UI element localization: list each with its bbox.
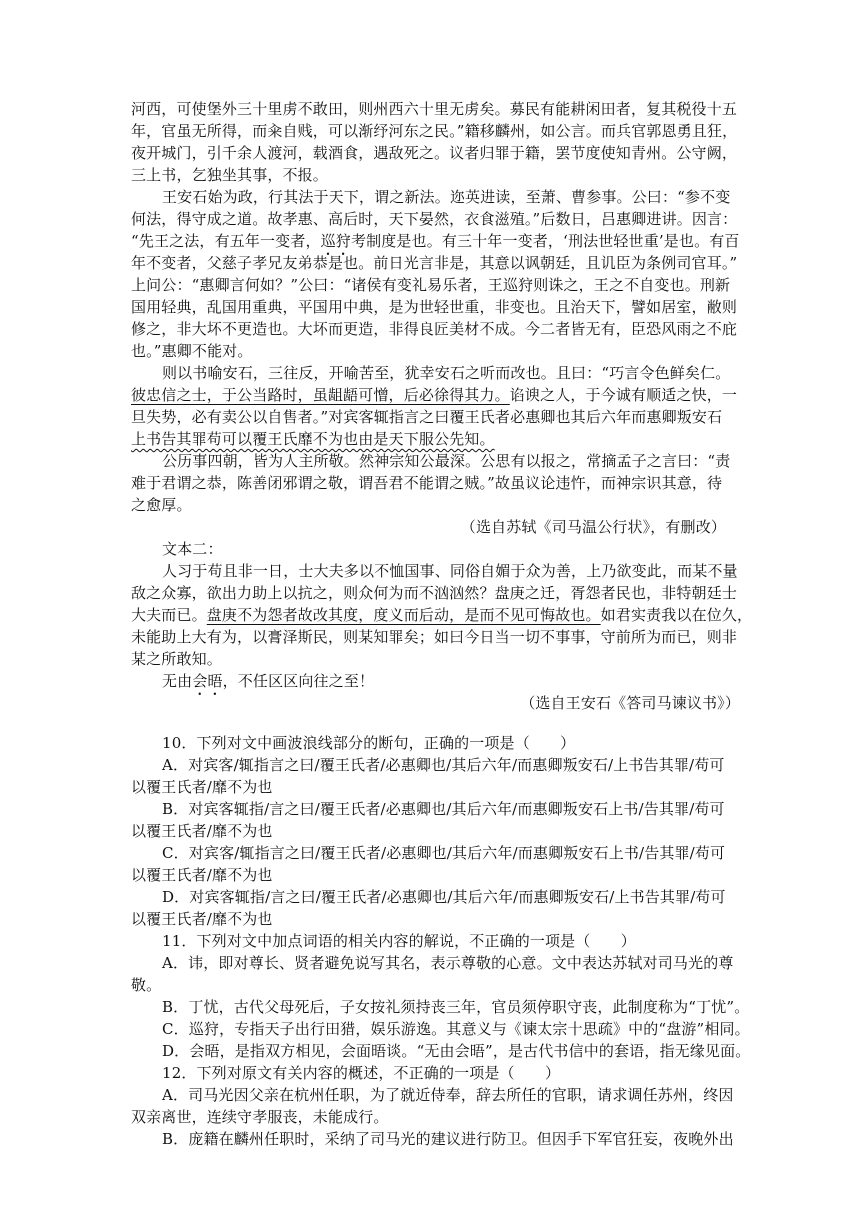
text2-line-5: 某之所敢知。 [131,650,222,668]
spacer [131,714,740,732]
text2-line-6 [131,670,740,692]
text1-line-2: 年，官虽无所得，而籴自贱，可以渐纾河东之民。”籍移麟州，如公言。而兵官郭恩勇且狂， [131,122,738,140]
text1-p2-line-3-b: 考制度是也。有三十年一变者，‘刑法世轻世重’是也。有百 [350,232,740,250]
q11-option-a-cont: 敬。 [131,976,162,994]
text1-p3-line-2-b: 谄谀之人，于今诚有顺适之快，一 [509,386,738,404]
text1-p4-line-3: 之愈厚。 [131,496,192,514]
text1-p3-line-1: 则以书喻安石，三往反，开喻苦至，犹幸安石之听而改也。且曰：“巧言令色鲜矣仁。 [162,364,731,382]
text2-line-3-a: 大夫而已。 [131,606,207,624]
text1-p4-line-1: 公历事四朝，皆为人主所敬。然神宗知公最深。公思有以报之，常摘孟子之言曰：“责 [162,452,731,470]
text1-p2-line-7: 修之，非大坏不更造也。大坏而更造，非得良匠美材不成。今二者皆无有，臣恐风雨之不庇 [131,320,738,338]
q10-option-c: C．对宾客/辄指言之曰/覆王氏者/必惠卿也/其后六年/而惠卿叛安石上书/告其罪/苟可 [162,844,726,862]
text2-line-3-b: 如君实责我以在位久， [600,606,753,624]
text1-p2-line-6: 国用轻典，乱国用重典，平国用中典，是为世轻世重，非变也。且治天下，譬如居室，敝则 [131,298,738,316]
text1-line-4: 三上书，乞独坐其事，不报。 [131,166,328,184]
text1-p2-line-2: 何法，得守成之道。故孝惠、高后时，天下晏然，衣食滋殖。”后数日，吕惠卿进讲。因言： [131,210,738,228]
wavy-underlined-passage: 上书告其罪苟可以覆王氏靡不为也由是天下服公先知。 [131,430,495,448]
q10-stem: 10．下列对文中画波浪线部分的断句，正确的一项是（ ） [162,734,576,752]
q10-option-a-cont: 以覆王氏者/靡不为也 [131,778,273,796]
q10-option-d-cont: 以覆王氏者/靡不为也 [131,910,273,928]
text1-p3-line-3-text: 旦失势，必有卖公以自售者。”对宾客辄指言之曰覆王氏者必惠卿也其后六年而惠卿叛安石 [131,408,723,426]
q12-option-a: A．司马光因父亲在杭州任职，为了就近侍奉，辞去所任的官职，请求调任苏州，终因 [162,1086,734,1104]
q11-option-c: C．巡狩，专指天子出行田猎，娱乐游逸。其意义与《谏太宗十思疏》中的“盘游”相同。 [162,1020,750,1038]
text1-p2-line-3-a: “先王之法，有五年一变者， [131,232,321,250]
text2-line-1: 人习于苟且非一日，士大夫多以不恤国事、同俗自媚于众为善，上乃欲变此，而某不量 [162,562,738,580]
text1-p3-line-4 [131,428,740,450]
q11-option-a: A．讳，即对尊长、贤者避免说写其名，表示尊敬的心意。文中表达苏轼对司马光的尊 [162,954,734,972]
text1-p2-line-4: 年不变者，父慈子孝兄友弟恭是也。前日光言非是，其意以讽朝廷，且讥臣为条例司官耳。” [131,254,738,272]
text1-p4-line-2: 难于君谓之恭，陈善闭邪谓之敬，谓吾君不能谓之贼。”故虽议论违忤，而神宗识其意，待 [131,474,723,492]
q10-option-a: A．对宾客/辄指言之曰/覆王氏者/必惠卿也/其后六年/而惠卿叛安石/上书告其罪/苟可 [162,756,725,774]
q10-option-c-cont: 以覆王氏者/靡不为也 [131,866,273,884]
text2-line-6-a: 无由 [162,672,193,690]
text2-line-6-b: ，不任区区向往之至！ [222,672,375,690]
text1-p2-line-3 [131,230,740,252]
q11-stem: 11．下列对文中加点词语的相关内容的解说，不正确的一项是（ ） [162,932,636,950]
q12-stem: 12．下列对原文有关内容的概述，不正确的一项是（ ） [162,1064,561,1082]
q11-option-d: D．会晤，是指双方相见，会面晤谈。“无由会晤”，是古代书信中的套语，指无缘见面。 [162,1042,751,1060]
text1-p3-line-2 [131,384,740,406]
underlined-sentence-2: 盘庚不为怨者故改其度，度义而后动，是而不见可悔故也。 [206,606,601,624]
text1-p2-line-5: 上问公：“惠卿言何如？”公曰：“诸侯有变礼易乐者，王巡狩则诛之，王之不自变也。刑新 [131,276,731,294]
q10-option-b-cont: 以覆王氏者/靡不为也 [131,822,273,840]
text1-p3-line-3 [131,406,740,428]
text1-line-1: 河西，可使堡外三十里虏不敢田，则州西六十里无虏矣。募民有能耕闲田者，复其税役十五 [131,100,738,118]
text1-p2-line-8: 也。”惠卿不能对。 [131,342,253,360]
dotted-word-huiwu: 会晤 [192,672,223,690]
q11-option-b: B．丁忧，古代父母死后，子女按礼须持丧三年，官员须停职守丧，此制度称为“丁忧”。 [162,998,750,1016]
text2-line-4: 未能助上大有为，以膏泽斯民，则某知罪矣；如曰今日当一切不事事，守前所为而已，则非 [131,628,738,646]
q10-option-d: D．对宾客辄指/言之曰/覆王氏者/必惠卿也/其后六年/而惠卿叛安石/上书告其罪/苟可 [162,888,726,906]
q10-option-b: B．对宾客辄指/言之曰/覆王氏者/必惠卿也/其后六年/而惠卿叛安石上书/告其罪/苟可 [162,800,725,818]
text2-line-3 [131,604,753,626]
underlined-sentence-1: 彼忠信之士，于公当路时，虽龃龉可憎，后必徐得其力。 [131,386,510,404]
dotted-word-xunshou: 巡狩 [320,232,351,250]
q12-option-a-cont: 双亲离世，连续守孝服丧，未能成行。 [131,1108,389,1126]
text1-p2-line-1: 王安石始为政，行其法于天下，谓之新法。迩英进读，至萧、曹参事。公曰：“参不变 [162,188,731,206]
text2-line-2: 敌之众寡，欲出力助上以抗之，则众何为而不汹汹然？盘庚之迁，胥怨者民也，非特朝廷士 [131,584,738,602]
text1-line-3: 夜开城门，引千余人渡河，载酒食，遇敌死之。议者归罪于籍，罢节度使知青州。公守阙， [131,144,738,162]
text2-source: （选自王安石《答司马谏议书》） [520,694,740,712]
text1-source: （选自苏轼《司马温公行状》，有删改） [460,518,726,536]
q12-option-b: B．庞籍在麟州任职时，采纳了司马光的建议进行防卫。但因手下军官狂妄，夜晚外出 [162,1130,734,1148]
text2-label: 文本二： [162,540,223,558]
